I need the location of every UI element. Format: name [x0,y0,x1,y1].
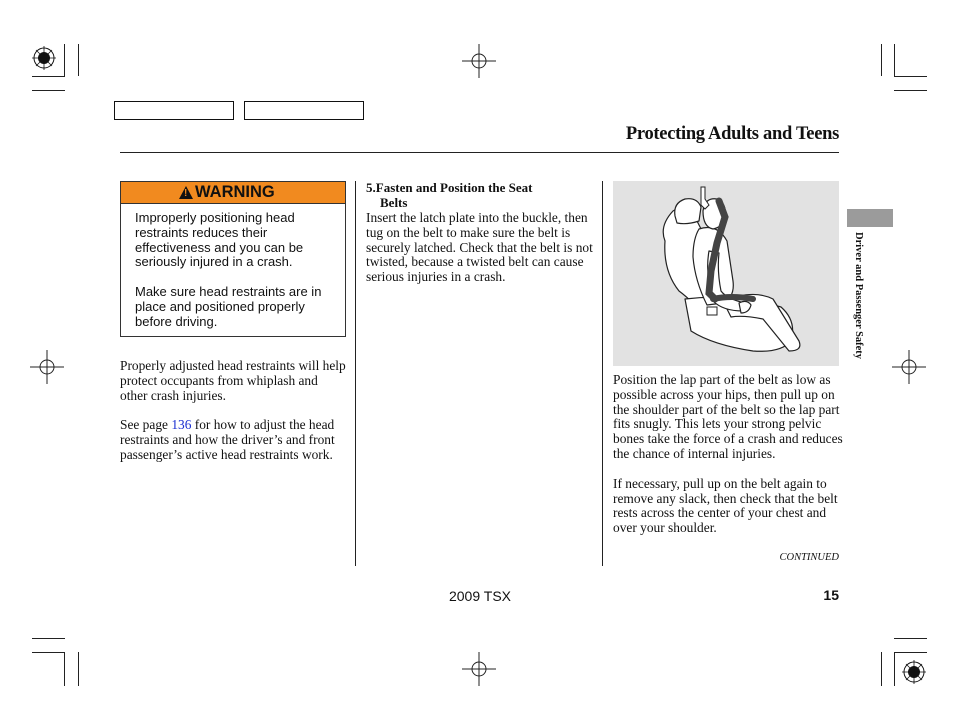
footer-model: 2009 TSX [448,588,511,604]
registration-target-icon [30,44,58,72]
crop-mark [64,44,65,76]
crop-mark [78,44,79,76]
crop-mark [881,652,882,686]
warning-label: WARNING [195,183,275,201]
column-divider [355,181,356,566]
crop-mark [78,652,79,686]
continued-label: CONTINUED [779,552,839,563]
right-column-text [613,373,843,551]
body-paragraph [120,418,346,462]
step-title-line2: Belts [380,194,408,210]
seatbelt-illustration [613,181,839,366]
crop-mark [64,652,65,686]
column-divider [602,181,603,566]
crop-mark [894,638,927,639]
crop-mark [32,652,65,653]
crosshair-icon [892,350,926,384]
crop-mark [881,44,882,76]
crosshair-icon [462,652,496,686]
warning-paragraph: Improperly positioning head restraints reduces their effectiveness and you can be seriously injured in a crash. [135,210,304,270]
crop-mark [894,44,895,76]
crosshair-icon [462,44,496,78]
left-column-text [120,359,346,478]
crop-mark [894,652,895,686]
body-text-span: See page [120,417,172,433]
crop-mark [32,90,65,91]
warning-box [120,181,346,337]
step-heading [366,181,596,211]
crop-mark [32,76,65,77]
crop-mark [894,90,927,91]
body-paragraph: Position the lap part of the belt as low as possible across your hips, then pull up on the shoulder part of the belt so the lap part fits snugly. This lets your strong pelvic bones take the force of a crash and reduces the chance of internal injuries. [613,372,843,461]
registration-target-icon [900,658,928,686]
title-rule [120,152,839,153]
page-reference-link[interactable]: 136 [171,417,192,433]
crop-mark [32,638,65,639]
warning-paragraph: Make sure head restraints are in place and positioned properly before driving. [135,284,322,329]
warning-header [121,182,345,204]
step-number: 5. [366,180,376,195]
warning-triangle-icon: ! [179,186,193,199]
seatbelt-illustration-graphic [613,181,839,366]
body-text-span: for how to adjust the head restraints and how the driver’s and front passenger’s active head restraints work. [120,417,335,462]
section-tab-label: Driver and Passenger Safety [853,232,864,360]
warning-text [121,204,345,330]
body-paragraph: Insert the latch plate into the buckle, then tug on the belt to make sure the belt is securely latched. Check that the belt is not twisted, because a twisted belt can cause serious injuries in a crash. [366,210,593,285]
step-title-line1: Fasten and Position the Seat [375,180,533,195]
page-title: Protecting Adults and Teens [625,124,839,144]
header-tab-box [114,101,234,120]
crosshair-icon [30,350,64,384]
crop-mark [894,76,927,77]
middle-column-text [366,211,596,300]
crop-mark [894,652,927,653]
page-number: 15 [823,587,839,603]
body-paragraph: Properly adjusted head restraints will help protect occupants from whiplash and other crash injuries. [120,358,346,403]
body-paragraph: If necessary, pull up on the belt again to remove any slack, then check that the belt rests across the center of your chest and over your shoulder. [613,475,838,536]
section-tab [847,209,893,227]
header-tab-box [244,101,364,120]
